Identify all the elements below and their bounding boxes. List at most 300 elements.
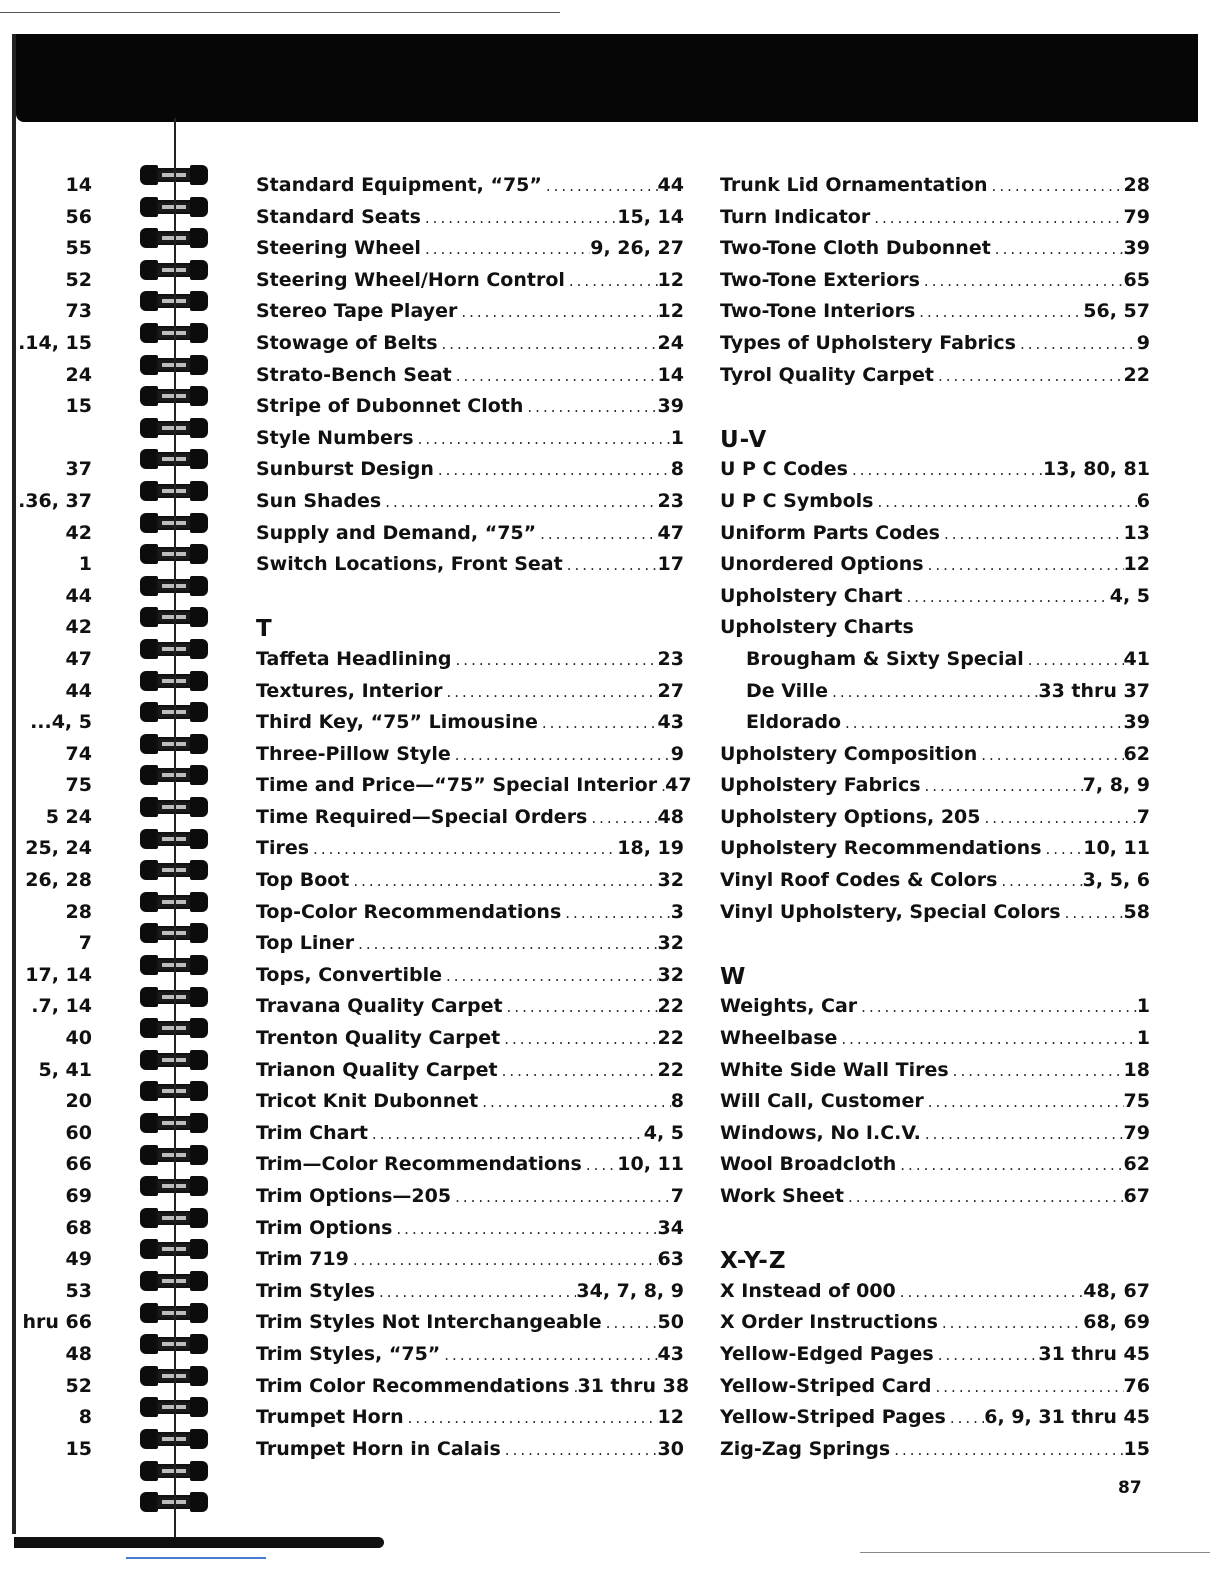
entry-text: Top Boot	[256, 869, 350, 892]
entry-text: Taffeta Headlining	[256, 647, 452, 670]
entry-page: 79	[1123, 205, 1150, 228]
cutoff-number: 48	[65, 1342, 92, 1365]
index-entry	[256, 833, 684, 865]
cutoff-number: 69	[65, 1185, 92, 1207]
index-entry	[720, 1402, 1150, 1434]
entry-text: Steering Wheel	[256, 237, 421, 260]
index-entry	[256, 1434, 684, 1466]
entry-page: 13	[1123, 521, 1150, 544]
entry-text: Types of Upholstery Fabrics	[720, 331, 1016, 354]
dot-leader	[1024, 645, 1124, 677]
section-heading: T	[256, 616, 273, 643]
entry-page: 30	[657, 1437, 684, 1460]
index-entry	[256, 549, 684, 581]
entry-page: 50	[657, 1311, 684, 1334]
entry-text: Strato-Bench Seat	[256, 363, 452, 386]
cutoff-number: 26, 28	[25, 869, 92, 892]
cutoff-number: 20	[65, 1090, 92, 1113]
cutoff-number: 7	[78, 932, 92, 955]
entry-page: 6	[1136, 489, 1150, 512]
dot-leader	[1042, 834, 1084, 866]
index-entry	[256, 423, 684, 455]
cutoff-number: 49	[65, 1248, 92, 1271]
entry-page: 31 thru 38	[577, 1374, 690, 1397]
spacer	[720, 928, 1150, 960]
dot-leader	[841, 708, 1124, 740]
index-subentry	[720, 707, 1150, 739]
index-entry	[256, 518, 684, 550]
entry-page: 1	[670, 426, 684, 449]
cutoff-number: 8	[78, 1406, 92, 1429]
index-subentry	[720, 676, 1150, 708]
entry-text: Tires	[256, 837, 310, 860]
dot-leader	[434, 455, 671, 487]
entry-text: Trim—Color Recommendations	[256, 1153, 582, 1176]
entry-page: 10, 11	[617, 1153, 684, 1176]
entry-page: 15	[1123, 1437, 1150, 1460]
section-heading: X-Y-Z	[720, 1248, 787, 1275]
dot-leader	[924, 550, 1124, 582]
cutoff-number: 37	[65, 458, 92, 481]
dot-leader	[938, 1308, 1083, 1340]
index-entry	[720, 865, 1150, 897]
entry-page: 68, 69	[1083, 1311, 1150, 1334]
entry-text: Yellow-Striped Card	[720, 1374, 932, 1397]
dot-leader	[924, 1087, 1124, 1119]
dot-leader	[857, 992, 1137, 1024]
spacer	[256, 581, 684, 613]
dot-leader	[503, 992, 658, 1024]
dot-leader	[934, 361, 1124, 393]
index-entry	[256, 1276, 684, 1308]
entry-text: Trianon Quality Carpet	[256, 1058, 498, 1081]
entry-page: 43	[657, 711, 684, 734]
index-entry	[256, 739, 684, 771]
index-entry	[256, 202, 684, 234]
blue-edge-mark	[126, 1557, 266, 1559]
entry-page: 24	[657, 331, 684, 354]
entry-page: 47	[665, 774, 692, 797]
index-entry	[720, 296, 1150, 328]
cutoff-number: 75	[65, 774, 92, 797]
entry-page: 7, 8, 9	[1082, 774, 1150, 797]
dot-leader	[561, 898, 670, 930]
entry-text: Zig-Zag Springs	[720, 1437, 891, 1460]
index-entry	[256, 1339, 684, 1371]
entry-text: Wheelbase	[720, 1027, 838, 1050]
dot-leader	[375, 1277, 576, 1309]
bottom-binding-bar	[14, 1537, 384, 1548]
entry-text: Will Call, Customer	[720, 1090, 924, 1113]
index-entry	[256, 960, 684, 992]
entry-text: White Side Wall Tires	[720, 1058, 949, 1081]
cutoff-number: 5 24	[45, 805, 92, 828]
cutoff-number: 5, 41	[38, 1058, 92, 1081]
dot-leader	[442, 677, 657, 709]
index-group-label	[720, 612, 1150, 644]
spacer	[720, 391, 1150, 423]
cutoff-number: .36, 37	[18, 489, 92, 512]
index-entry	[720, 233, 1150, 265]
previous-page-cutoff-column	[0, 170, 92, 1465]
dot-leader	[602, 1308, 658, 1340]
dot-leader	[828, 677, 1038, 709]
entry-text: Upholstery Composition	[720, 742, 978, 765]
entry-page: 9	[1136, 331, 1150, 354]
dot-leader	[536, 519, 657, 551]
index-entry	[720, 170, 1150, 202]
entry-text: De Ville	[746, 679, 829, 702]
dot-leader	[981, 803, 1137, 835]
index-column-left	[256, 170, 692, 1465]
entry-text: Textures, Interior	[256, 679, 443, 702]
entry-text: Tyrol Quality Carpet	[720, 363, 934, 386]
cutoff-number: 25, 24	[25, 837, 92, 860]
entry-text: Trim Chart	[256, 1121, 368, 1144]
entry-text: Yellow-Edged Pages	[720, 1342, 934, 1365]
dot-leader	[1016, 329, 1137, 361]
binding-line	[174, 118, 176, 1548]
dot-leader	[421, 234, 590, 266]
index-entry	[720, 1023, 1150, 1055]
dot-leader	[949, 1056, 1124, 1088]
index-column-right	[720, 170, 1150, 1465]
entry-page: 10, 11	[1083, 837, 1150, 860]
index-entry	[720, 581, 1150, 613]
spacer	[720, 1213, 1150, 1245]
cutoff-number: 66	[65, 1153, 92, 1176]
entry-text: X Instead of 000	[720, 1279, 896, 1302]
index-entry	[256, 770, 692, 802]
entry-page: 48, 67	[1083, 1279, 1150, 1302]
entry-text: Weights, Car	[720, 995, 858, 1018]
dot-leader	[921, 1119, 1124, 1151]
entry-text: Supply and Demand, “75”	[256, 521, 537, 544]
entry-page: 32	[657, 963, 684, 986]
index-entry	[720, 1086, 1150, 1118]
dot-leader	[988, 171, 1124, 203]
dot-leader	[392, 1214, 657, 1246]
entry-text: Trim 719	[256, 1248, 349, 1271]
index-entry	[256, 1371, 690, 1403]
index-entry	[256, 707, 684, 739]
entry-page: 75	[1123, 1090, 1150, 1113]
entry-text: Turn Indicator	[720, 205, 871, 228]
entry-text: Third Key, “75” Limousine	[256, 711, 538, 734]
index-entry	[720, 897, 1150, 929]
entry-text: Work Sheet	[720, 1185, 845, 1207]
dot-leader	[478, 1087, 671, 1119]
entry-page: 48	[657, 805, 684, 828]
entry-text: Upholstery Recommendations	[720, 837, 1042, 860]
entry-text: Top Liner	[256, 932, 355, 955]
entry-text: Windows, No I.C.V.	[720, 1121, 921, 1144]
entry-page: 18	[1123, 1058, 1150, 1081]
entry-page: 41	[1123, 647, 1150, 670]
entry-text: Style Numbers	[256, 426, 414, 449]
entry-text: Tops, Convertible	[256, 963, 442, 986]
dot-leader	[582, 1150, 617, 1182]
dot-leader	[421, 203, 617, 235]
cutoff-number: hru 66	[22, 1311, 92, 1334]
entry-page: 1	[1136, 995, 1150, 1018]
dot-leader	[349, 866, 657, 898]
dot-leader	[569, 1372, 577, 1404]
index-entry	[720, 1339, 1150, 1371]
entry-page: 56, 57	[1083, 300, 1150, 323]
entry-text: Stripe of Dubonnet Cloth	[256, 395, 524, 418]
cutoff-number: 68	[65, 1216, 92, 1239]
entry-page: 9, 26, 27	[590, 237, 684, 260]
entry-text: Upholstery Chart	[720, 584, 903, 607]
entry-text: Trumpet Horn	[256, 1406, 404, 1429]
cutoff-number: 74	[65, 742, 92, 765]
dot-leader	[404, 1403, 658, 1435]
index-entry	[256, 265, 684, 297]
dot-leader	[349, 1245, 658, 1277]
entry-page: 47	[657, 521, 684, 544]
entry-text: Unordered Options	[720, 553, 924, 576]
index-entry	[256, 486, 684, 518]
entry-text: Steering Wheel/Horn Control	[256, 268, 565, 291]
entry-page: 8	[670, 1090, 684, 1113]
dot-leader	[837, 1024, 1136, 1056]
entry-page: 44	[657, 174, 684, 196]
entry-page: 43	[657, 1342, 684, 1365]
entry-text: Time Required—Special Orders	[256, 805, 588, 828]
index-entry	[720, 1118, 1150, 1150]
entry-text: Wool Broadcloth	[720, 1153, 897, 1176]
index-entry	[720, 549, 1150, 581]
dot-leader	[896, 1150, 1123, 1182]
entry-page: 4, 5	[1109, 584, 1150, 607]
dot-leader	[844, 1182, 1124, 1214]
dot-leader	[457, 297, 657, 329]
dot-leader	[896, 1277, 1084, 1309]
entry-text: Trunk Lid Ornamentation	[720, 174, 988, 196]
index-entry	[256, 897, 684, 929]
index-entry	[256, 296, 684, 328]
index-entry	[256, 644, 684, 676]
entry-page: 9	[670, 742, 684, 765]
entry-page: 34	[657, 1216, 684, 1239]
cutoff-number: 47	[65, 647, 92, 670]
cutoff-number: 42	[65, 616, 92, 639]
dot-leader	[997, 866, 1082, 898]
entry-page: 13, 80, 81	[1043, 458, 1150, 481]
entry-text: Standard Seats	[256, 205, 421, 228]
entry-page: 3, 5, 6	[1082, 869, 1150, 892]
cutoff-number: 1	[78, 553, 92, 576]
entry-page: 15, 14	[617, 205, 684, 228]
entry-page: 7	[1136, 805, 1150, 828]
index-entry	[256, 328, 684, 360]
entry-page: 7	[670, 1185, 684, 1207]
entry-text: Two-Tone Exteriors	[720, 268, 920, 291]
index-entry	[256, 360, 684, 392]
entry-page: 6, 9, 31 thru 45	[984, 1406, 1150, 1429]
cutoff-number: 52	[65, 268, 92, 291]
dot-leader	[940, 519, 1124, 551]
index-entry	[720, 454, 1150, 486]
entry-page: 34, 7, 8, 9	[576, 1279, 684, 1302]
index-entry	[720, 486, 1150, 518]
index-entry	[720, 991, 1150, 1023]
cutoff-number: 53	[65, 1279, 92, 1302]
index-entry	[256, 1213, 684, 1245]
index-entry	[720, 328, 1150, 360]
dot-leader	[381, 487, 657, 519]
dot-leader	[368, 1119, 644, 1151]
entry-page: 65	[1123, 268, 1150, 291]
entry-text: Brougham & Sixty Special	[746, 647, 1024, 670]
index-entry	[256, 1307, 684, 1339]
section-heading: W	[720, 963, 747, 990]
entry-text: Top-Color Recommendations	[256, 900, 562, 923]
index-entry	[720, 1371, 1150, 1403]
entry-text: Upholstery Fabrics	[720, 774, 921, 797]
dot-leader	[498, 1056, 658, 1088]
dot-leader	[309, 834, 617, 866]
page-number: 87	[1118, 1478, 1142, 1498]
entry-text: Trim Styles, “75”	[256, 1342, 441, 1365]
cutoff-number: 28	[65, 900, 92, 923]
header-bar	[16, 34, 1198, 122]
entry-page: 32	[657, 869, 684, 892]
index-entry	[256, 1181, 684, 1213]
cutoff-number: 40	[65, 1027, 92, 1050]
dot-leader	[890, 1435, 1123, 1467]
index-entry	[256, 676, 684, 708]
index-entry	[256, 928, 684, 960]
index-entry	[720, 1149, 1150, 1181]
entry-text: Trim Color Recommendations	[256, 1374, 570, 1397]
entry-text: Stowage of Belts	[256, 331, 438, 354]
dot-leader	[451, 1182, 671, 1214]
index-entry	[720, 265, 1150, 297]
entry-page: 22	[657, 1027, 684, 1050]
entry-text: Uniform Parts Codes	[720, 521, 940, 544]
dot-leader	[440, 1340, 657, 1372]
cutoff-number: 14	[65, 174, 92, 196]
dot-leader	[848, 455, 1043, 487]
cutoff-number: 15	[65, 395, 92, 418]
cutoff-number: ...4, 5	[30, 711, 92, 734]
index-entry	[720, 1181, 1150, 1213]
dot-leader	[934, 1340, 1039, 1372]
entry-page: 28	[1123, 174, 1150, 196]
entry-page: 76	[1123, 1374, 1150, 1397]
index-entry	[256, 802, 684, 834]
dot-leader	[565, 266, 658, 298]
index-entry	[720, 360, 1150, 392]
top-rule	[0, 12, 560, 13]
dot-leader	[438, 329, 658, 361]
index-entry	[720, 802, 1150, 834]
index-entry	[256, 170, 684, 202]
entry-text: Standard Equipment, “75”	[256, 174, 542, 196]
index-entry	[256, 391, 684, 423]
entry-page: 18, 19	[617, 837, 684, 860]
entry-text: Trim Styles Not Interchangeable	[256, 1311, 602, 1334]
cutoff-number: 17, 14	[25, 963, 92, 986]
entry-page: 22	[1123, 363, 1150, 386]
entry-text: Vinyl Upholstery, Special Colors	[720, 900, 1061, 923]
dot-leader	[915, 297, 1083, 329]
cutoff-number: 44	[65, 679, 92, 702]
cutoff-number: 42	[65, 521, 92, 544]
entry-page: 4, 5	[643, 1121, 684, 1144]
cutoff-number: .7, 14	[31, 995, 92, 1018]
entry-page: 12	[657, 268, 684, 291]
index-entry	[256, 454, 684, 486]
index-subentry	[720, 644, 1150, 676]
entry-text: Travana Quality Carpet	[256, 995, 503, 1018]
bottom-rule	[860, 1552, 1210, 1553]
entry-text: Two-Tone Cloth Dubonnet	[720, 237, 991, 260]
dot-leader	[538, 708, 658, 740]
cutoff-number: 24	[65, 363, 92, 386]
entry-text: Trim Options—205	[256, 1185, 452, 1207]
dot-leader	[870, 203, 1123, 235]
dot-leader	[873, 487, 1136, 519]
index-entry	[256, 1118, 684, 1150]
entry-page: 31 thru 45	[1038, 1342, 1150, 1365]
dot-leader	[442, 961, 658, 993]
entry-page: 23	[657, 489, 684, 512]
entry-page: 23	[657, 647, 684, 670]
section-heading: U-V	[720, 426, 768, 453]
index-entry	[256, 1055, 684, 1087]
index-entry	[256, 233, 684, 265]
entry-text: X Order Instructions	[720, 1311, 938, 1334]
entry-text: Stereo Tape Player	[256, 300, 458, 323]
cutoff-number: .14, 15	[18, 331, 92, 354]
dot-leader	[1061, 898, 1124, 930]
index-entry	[720, 518, 1150, 550]
entry-text: Three-Pillow Style	[256, 742, 451, 765]
entry-text: Sunburst Design	[256, 458, 434, 481]
dot-leader	[451, 740, 671, 772]
entry-text: Trim Options	[256, 1216, 393, 1239]
index-entry	[256, 1149, 684, 1181]
entry-page: 32	[657, 932, 684, 955]
cutoff-number: 52	[65, 1374, 92, 1397]
entry-page: 33 thru 37	[1038, 679, 1150, 702]
index-entry	[256, 865, 684, 897]
dot-leader	[587, 803, 657, 835]
entry-text: Switch Locations, Front Seat	[256, 553, 563, 576]
cutoff-number: 15	[65, 1437, 92, 1460]
index-entry	[256, 991, 684, 1023]
cutoff-number: 44	[65, 584, 92, 607]
cutoff-number: 73	[65, 300, 92, 323]
dot-leader	[542, 171, 658, 203]
index-entry	[720, 833, 1150, 865]
cutoff-number	[0, 423, 92, 455]
dot-leader	[920, 266, 1124, 298]
dot-leader	[563, 550, 658, 582]
entry-page: 58	[1123, 900, 1150, 923]
entry-page: 39	[1123, 237, 1150, 260]
entry-page: 12	[657, 1406, 684, 1429]
entry-page: 14	[657, 363, 684, 386]
entry-text: Trumpet Horn in Calais	[256, 1437, 501, 1460]
dot-leader	[932, 1372, 1124, 1404]
index-entry	[720, 1276, 1150, 1308]
index-entry	[256, 1244, 684, 1276]
cutoff-number: 55	[65, 237, 92, 260]
